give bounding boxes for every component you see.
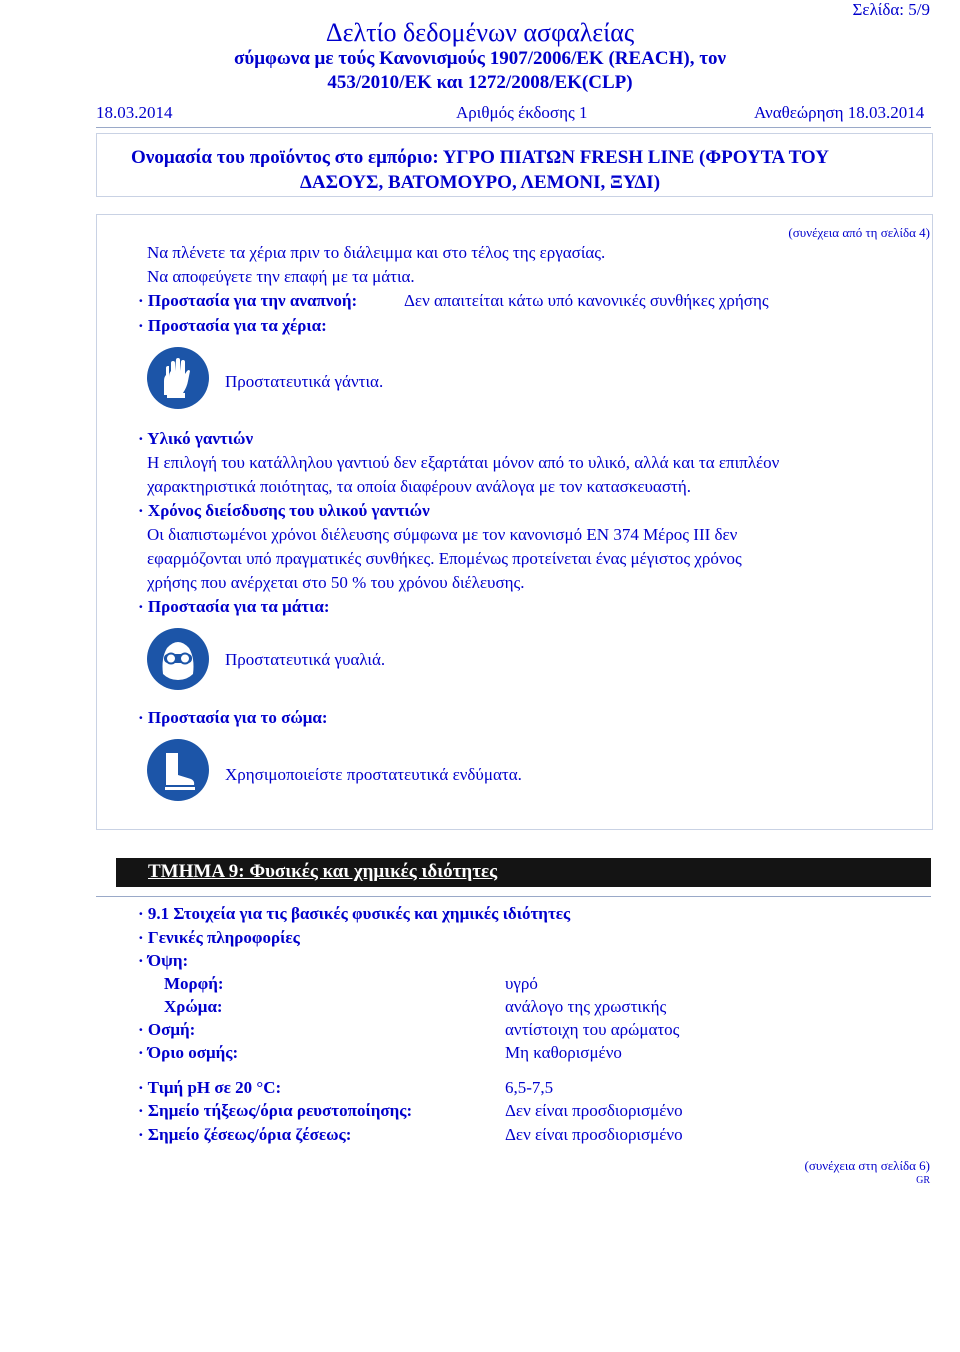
ph-label: · Τιμή pH σε 20 °C: <box>138 1078 282 1097</box>
section-divider <box>96 896 931 897</box>
goggles-text: Προστατευτικά γυαλιά. <box>225 650 386 669</box>
colour-value: ανάλογο της χρωστικής <box>505 997 667 1016</box>
melting-point-label: · Σημείο τήξεως/όρια ρευστοποίησης: <box>138 1101 413 1120</box>
eyes-label: · Προστασία για τα μάτια: <box>138 597 330 616</box>
product-name-line-1: Ονομασία του προϊόντος στο εμπόριο: ΥΓΡΟ ΠΙΑΤΩΝ FRESH LINE (ΦΡΟΥΤΑ ΤΟΥ <box>131 147 829 168</box>
continued-on: (συνέχεια στη σελίδα 6) <box>804 1158 930 1173</box>
page-number: Σελίδα: 5/9 <box>852 0 930 19</box>
section-9-1-title: · 9.1 Στοιχεία για τις βασικές φυσικές και χημικές ιδιότητες <box>138 904 571 923</box>
gloves-text: Προστατευτικά γάντια. <box>225 372 384 391</box>
regulation-line-2: 453/2010/ΕΚ και 1272/2008/ΕΚ(CLP) <box>327 72 633 93</box>
document-title: Δελτίο δεδομένων ασφαλείας <box>325 18 635 47</box>
odour-threshold-value: Μη καθορισμένο <box>505 1043 622 1062</box>
form-label: Μορφή: <box>164 974 224 993</box>
product-name-line-2: ΔΑΣΟΥΣ, ΒΑΤΟΜΟΥΡΟ, ΛΕΜΟΝΙ, ΞΥΔΙ) <box>299 172 661 193</box>
melting-point-value: Δεν είναι προσδιορισμένο <box>505 1101 683 1120</box>
glove-material-line-1: Η επιλογή του κατάλληλου γαντιού δεν εξαρτάται μόνον από το υλικό, αλλά και τα επιπλέον <box>147 453 780 472</box>
header-divider <box>96 127 931 128</box>
odour-value: αντίστοιχη του αρώματος <box>505 1020 680 1039</box>
gloves-icon <box>147 347 209 409</box>
ph-value: 6,5-7,5 <box>505 1078 554 1097</box>
odour-label: · Οσμή: <box>138 1020 196 1039</box>
body-text: Χρησιμοποιείστε προστατευτικά ενδύματα. <box>225 765 522 784</box>
boiling-point-label: · Σημείο ζέσεως/όρια ζέσεως: <box>138 1125 352 1144</box>
penetration-line-1: Οι διαπιστωμένοι χρόνοι διέλευσης σύμφωνα με τον κανονισμό EN 374 Μέρος III δεν <box>147 525 738 544</box>
penetration-line-3: χρήσης που ανέρχεται στο 50 % του χρόνου διέλευσης. <box>147 573 525 592</box>
respiratory-text: Δεν απαιτείται κάτω υπό κανονικές συνθήκες χρήσης <box>404 291 769 310</box>
section-9-header <box>116 858 931 887</box>
glove-material-line-2: χαρακτηριστικά ποιότητας, τα οποία διαφέρουν ανάλογα με τον κατασκευαστή. <box>147 477 691 496</box>
country-code: GR <box>916 1175 930 1186</box>
body-label: · Προστασία για το σώμα: <box>138 708 328 727</box>
penetration-line-2: εφαρμόζονται υπό πραγματικές συνθήκες. Επομένως προτείνεται ένας μέγιστος χρόνος <box>147 549 742 568</box>
appearance-label: · Όψη: <box>138 951 189 970</box>
goggles-icon <box>147 628 209 690</box>
general-info-label: · Γενικές πληροφορίες <box>138 928 300 947</box>
print-date: 18.03.2014 <box>96 103 173 122</box>
boiling-point-value: Δεν είναι προσδιορισμένο <box>505 1125 683 1144</box>
revision-date: Αναθεώρηση 18.03.2014 <box>754 103 925 122</box>
penetration-label: · Χρόνος διείσδυσης του υλικού γαντιών <box>138 501 430 520</box>
respiratory-label: · Προστασία για την αναπνοή: <box>138 291 358 310</box>
version-number: Αριθμός έκδοσης 1 <box>456 103 588 122</box>
wash-hands-text: Να πλένετε τα χέρια πριν το διάλειμμα και στο τέλος της εργασίας. <box>147 243 606 262</box>
colour-label: Χρώμα: <box>164 997 223 1016</box>
form-value: υγρό <box>505 974 538 993</box>
boots-icon <box>147 739 209 801</box>
glove-material-label: · Υλικό γαντιών <box>138 429 254 448</box>
avoid-eyes-text: Να αποφεύγετε την επαφή με τα μάτια. <box>147 267 415 286</box>
hands-label: · Προστασία για τα χέρια: <box>138 316 327 335</box>
regulation-line-1: σύμφωνα με τούς Κανονισμούς 1907/2006/ΕΚ (REACH), τον <box>234 48 726 69</box>
odour-threshold-label: · Όριο οσμής: <box>138 1043 239 1062</box>
continued-from: (συνέχεια από τη σελίδα 4) <box>788 225 930 240</box>
section-9-title: ΤΜΗΜΑ 9: Φυσικές και χημικές ιδιότητες <box>148 861 498 882</box>
